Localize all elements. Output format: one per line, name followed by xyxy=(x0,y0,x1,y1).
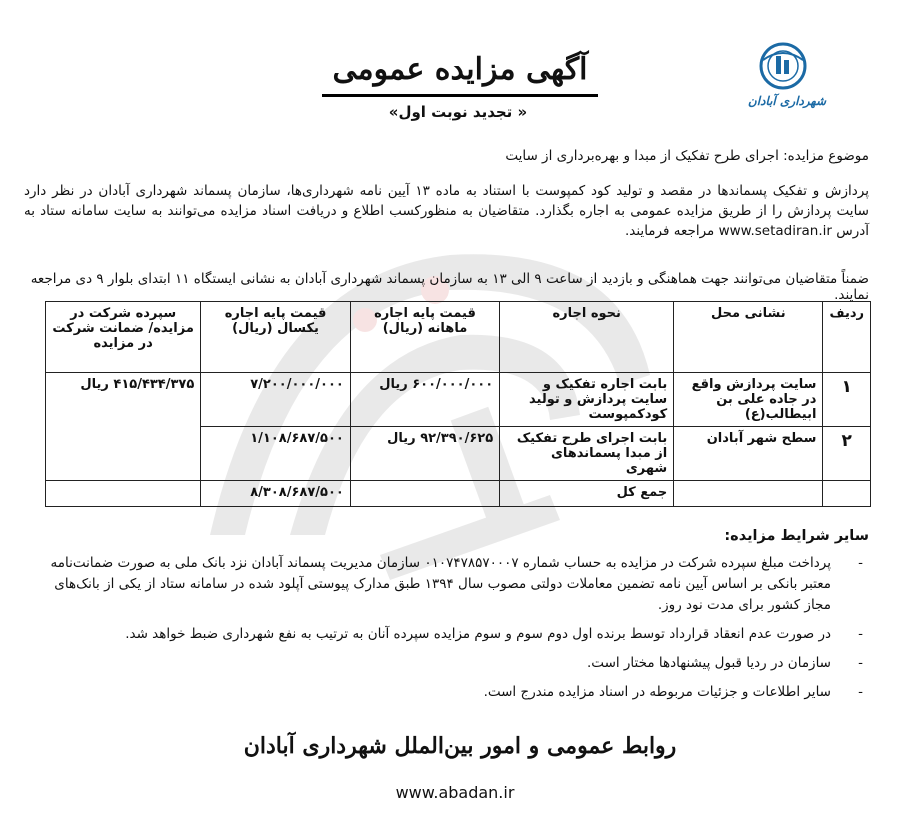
col-header-deposit: سپرده شرکت در مزایده/ ضمانت شرکت در مزایده xyxy=(46,302,201,373)
bullet-dash: - xyxy=(858,626,863,642)
row-yearly: ۱/۱۰۸/۶۸۷/۵۰۰ xyxy=(201,427,351,481)
org-name: شهرداری آبادان xyxy=(747,94,826,108)
total-empty-cell xyxy=(674,481,823,507)
condition-text: در صورت عدم انعقاد قرارداد توسط برنده اول دوم سوم و سوم مزایده سپرده آنان به ترتیب به نفع شهرداری ضبط خواهد شد. xyxy=(125,626,831,642)
table-total-row xyxy=(46,481,871,507)
row-number: ۲ xyxy=(823,427,871,481)
title-banner xyxy=(322,46,598,97)
bullet-dash: - xyxy=(858,684,863,700)
row-number: ۱ xyxy=(823,373,871,427)
list-item xyxy=(26,624,871,645)
intro-paragraph: پردازش و تفکیک پسماندها در مقصد و تولید کود کمپوست با استناد به ماده ۱۳ آیین نامه شهرداری‌ها، سازمان پسماند شهرداری آبادان در نظر دارد سایت پردازش را از طریق مزایده عمومی به اجاره بگذارد. متقاضیان به منظورکسب اطلاع و دریافت اسناد مزایده می‌توانند به سایت سامانه ستاد به آدرس www.setadiran.ir مراجعه فرمایند. xyxy=(24,183,870,239)
total-empty-cell xyxy=(350,481,499,507)
visit-paragraph: ضمناً متقاضیان می‌توانند جهت هماهنگی و بازدید از ساعت ۹ الی ۱۳ به سازمان پسماند شهرداری آبادان به نشانی ایستگاه ۱۱ ابتدای بلوار ۹ دی مراجعه نمایند. xyxy=(30,271,869,303)
row-monthly: ۹۲/۳۹۰/۶۲۵ ریال xyxy=(350,427,499,481)
list-item xyxy=(26,653,871,674)
signature: روابط عمومی و امور بین‌الملل شهرداری آبادان xyxy=(243,733,677,759)
table-row xyxy=(46,373,871,427)
list-item xyxy=(26,553,871,616)
conditions-heading: سایر شرایط مزایده: xyxy=(724,528,869,544)
total-value: ۸/۳۰۸/۶۸۷/۵۰۰ xyxy=(201,481,351,507)
auction-table xyxy=(45,301,871,507)
col-header-row: ردیف xyxy=(823,302,871,373)
municipality-logo xyxy=(738,38,828,118)
total-label: جمع کل xyxy=(500,481,674,507)
row-yearly: ۷/۲۰۰/۰۰۰/۰۰۰ xyxy=(201,373,351,427)
row-deposit: ۴۱۵/۴۳۴/۳۷۵ ریال xyxy=(46,373,201,481)
total-empty-cell xyxy=(823,481,871,507)
row-rent-type: بابت اجاره تفکیک و سایت پردازش و تولید کودکمپوست xyxy=(500,373,674,427)
row-rent-type: بابت اجرای طرح تفکیک از مبدا پسماندهای شهری xyxy=(500,427,674,481)
col-header-location: نشانی محل xyxy=(674,302,823,373)
condition-text: سازمان در ردیا قبول پیشنهادها مختار است. xyxy=(587,655,831,671)
bullet-dash: - xyxy=(858,555,863,571)
condition-text: پرداخت مبلغ سپرده شرکت در مزایده به حساب شماره ۰۱۰۷۴۷۸۵۷۰۰۰۷ سازمان مدیریت پسماند آبادان نزد بانک ملی به صورت ضمانت‌نامه معتبر بانکی بر اساس آیین نامه تضمین معاملات دولتی مصوب سال ۱۳۹۴ طبق مدارک پیوستی آپلود شده در سامانه ستاد از یکی از بانک‌های مجاز کشور برای مدت نود روز. xyxy=(50,555,831,613)
row-location: سایت پردازش واقع در جاده علی بن ابیطالب(ع) xyxy=(674,373,823,427)
col-header-monthly: قیمت پایه اجاره ماهانه (ریال) xyxy=(350,302,499,373)
col-header-rent-type: نحوه اجاره xyxy=(500,302,674,373)
table-header-row xyxy=(46,302,871,373)
col-header-yearly: قیمت پایه اجاره یکسال (ریال) xyxy=(201,302,351,373)
page-title: آگهی مزایده عمومی xyxy=(332,52,588,87)
bullet-dash: - xyxy=(858,655,863,671)
row-monthly: ۶۰۰/۰۰۰/۰۰۰ ریال xyxy=(350,373,499,427)
condition-text: سایر اطلاعات و جزئیات مربوطه در اسناد مزایده مندرج است. xyxy=(483,684,831,700)
conditions-list xyxy=(26,553,871,711)
auction-subject: موضوع مزایده: اجرای طرح تفکیک از مبدا و بهره‌برداری از سایت xyxy=(505,148,869,164)
total-empty-cell xyxy=(46,481,201,507)
page-subtitle: « تجدید نوبت اول» xyxy=(388,103,528,121)
website-link[interactable]: www.abadan.ir xyxy=(395,783,515,802)
row-location: سطح شهر آبادان xyxy=(674,427,823,481)
list-item xyxy=(26,682,871,703)
